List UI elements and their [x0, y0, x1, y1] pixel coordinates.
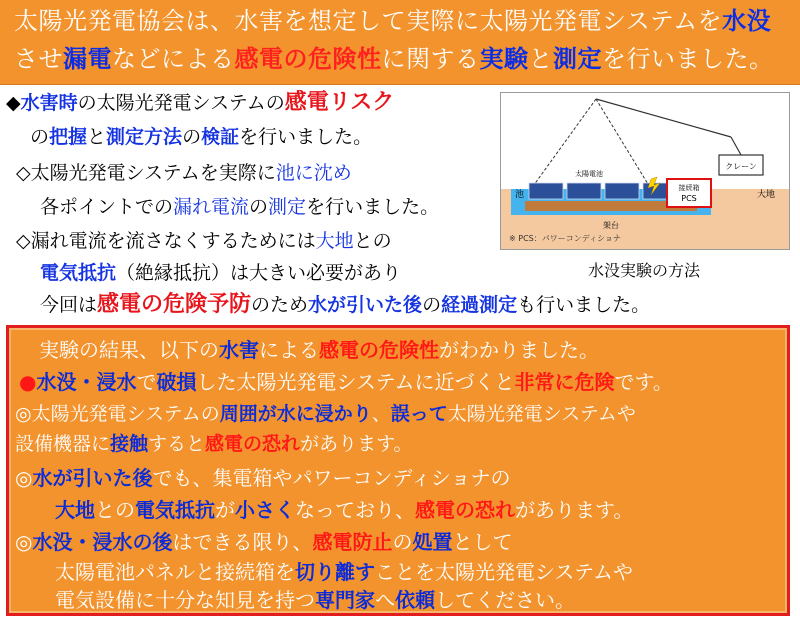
box-label: 接続箱	[678, 184, 700, 192]
text-run: がわかりました。	[439, 338, 599, 362]
result-line-5	[15, 464, 510, 492]
text-run: による	[259, 338, 319, 362]
text-run: 依頼	[395, 588, 435, 612]
pcs-label: PCS	[681, 194, 697, 203]
intro-line-1	[6, 90, 394, 116]
result-line-6	[55, 496, 633, 524]
text-run: 感電の恐れ	[205, 433, 301, 455]
text-run: との	[95, 498, 135, 522]
text-run: 把握	[49, 126, 88, 148]
text-run: 感電の恐れ	[415, 498, 515, 522]
result-line-4	[15, 430, 413, 458]
text-run: の	[30, 126, 50, 148]
text-run: の	[182, 126, 202, 148]
text-run: 測定方法	[106, 126, 183, 148]
text-run: の	[422, 294, 442, 316]
text-run: ことを太陽光発電システムや	[375, 560, 633, 584]
text-run: 非常に危険	[514, 370, 615, 394]
text-run: 電気設備に十分な知見を持つ	[55, 588, 315, 612]
text-run: のため	[251, 294, 309, 316]
submersion-diagram	[500, 92, 790, 250]
result-line-2	[19, 368, 673, 396]
text-run: の太陽光発電システムの	[77, 92, 285, 114]
text-run: ◎	[15, 530, 33, 554]
experiment-illustration	[501, 93, 789, 249]
text-run: の	[392, 530, 413, 554]
text-run: などによる	[112, 45, 235, 73]
text-run: 池に沈め	[275, 162, 352, 184]
results-box	[6, 325, 790, 616]
text-run: すると	[148, 433, 206, 455]
text-run: 実験の結果、以下の	[39, 338, 219, 362]
text-run: と	[528, 45, 553, 73]
text-run: なっており、	[295, 498, 415, 522]
text-run: 太陽光発電システムや	[447, 403, 636, 425]
text-run: 感電リスク	[284, 90, 395, 115]
text-run: 水が引いた後	[308, 294, 423, 316]
text-run: 各ポイントでの	[40, 196, 174, 218]
text-run: ◎	[15, 403, 32, 425]
text-run: として	[452, 530, 513, 554]
text-run: 測定	[553, 45, 602, 73]
text-run: 太陽電池パネルと接続箱を	[55, 560, 295, 584]
intro-line-5	[16, 228, 392, 254]
intro-line-3	[16, 160, 352, 186]
intro-line-6	[40, 260, 401, 286]
text-run: 設備機器に	[15, 433, 111, 455]
text-run: で	[136, 370, 157, 394]
text-run: 水没・浸水の後	[32, 530, 173, 554]
result-line-7	[15, 528, 512, 556]
diagram-caption: 水没実験の方法	[588, 261, 701, 280]
text-run: させ	[14, 45, 63, 73]
text-run: 今回は	[40, 294, 98, 316]
intro-line-4	[40, 194, 439, 220]
text-run: 太陽光発電システムの	[31, 403, 220, 425]
text-run: を行いました。	[239, 126, 373, 148]
text-run: 切り離す	[295, 560, 375, 584]
text-run: ◇漏れ電流を流さなくするためには	[16, 230, 316, 252]
text-run: 感電の危険性	[234, 45, 382, 73]
text-run: を行いました。	[306, 196, 440, 218]
text-run: ◆	[6, 92, 21, 114]
header-banner	[0, 0, 800, 85]
text-run: 大地	[315, 230, 354, 252]
text-run: してください。	[435, 588, 575, 612]
text-run: 検証	[201, 126, 240, 148]
header-line-2	[14, 44, 774, 74]
panel-label: 太陽電池	[575, 170, 603, 178]
text-run: 水害	[219, 338, 259, 362]
text-run: はできる限り、	[172, 530, 313, 554]
text-run: ●	[19, 370, 37, 394]
text-run: 実験	[479, 45, 529, 73]
text-run: です。	[614, 370, 673, 394]
text-run: 小さく	[235, 498, 295, 522]
text-run: があります。	[515, 498, 634, 522]
text-run: 水が引いた後	[32, 466, 153, 490]
text-run: 漏れ電流	[173, 196, 250, 218]
text-run: と	[87, 126, 107, 148]
text-run: 感電の危険性	[319, 338, 439, 362]
text-run: 測定	[268, 196, 307, 218]
text-run: 周囲が水に浸かり	[219, 403, 372, 425]
text-run: を行いました。	[602, 45, 774, 73]
text-run: 処置	[412, 530, 453, 554]
text-run: 電気抵抗	[40, 262, 117, 284]
text-run: 破損	[156, 370, 197, 394]
result-line-9	[55, 586, 575, 614]
text-run: ◇太陽光発電システムを実際に	[16, 162, 276, 184]
text-run: 感電の危険予防	[97, 292, 252, 317]
text-run: が	[215, 498, 235, 522]
ground-label: 大地	[757, 190, 776, 200]
pond-label: 池	[515, 190, 525, 200]
text-run: した太陽光発電システムに近づくと	[196, 370, 515, 394]
text-run: との	[353, 230, 392, 252]
text-run: も行いました。	[517, 294, 651, 316]
stand-label: 架台	[603, 221, 619, 230]
text-run: 水没	[722, 7, 772, 35]
result-line-8	[55, 558, 633, 586]
text-run: （絶縁抵抗）は大きい必要があり	[116, 262, 402, 284]
text-run: 電気抵抗	[135, 498, 215, 522]
header-line-1	[14, 6, 771, 36]
intro-line-7	[40, 292, 650, 318]
text-run: 、	[371, 403, 391, 425]
text-run: 専門家	[315, 588, 375, 612]
text-run: 誤って	[390, 403, 448, 425]
text-run: 水害時	[20, 92, 78, 114]
pcs-note: ※ PCS：パワーコンディショナ	[509, 234, 621, 243]
text-run: 感電防止	[312, 530, 393, 554]
result-line-3	[15, 400, 636, 428]
text-run: ◎	[15, 466, 33, 490]
text-run: に関する	[381, 45, 480, 73]
text-run: でも、集電箱やパワーコンディショナの	[152, 466, 511, 490]
text-run: 太陽光発電協会は、水害を想定して実際に太陽光発電システムを	[14, 7, 723, 35]
text-run: があります。	[300, 433, 413, 455]
text-run: 漏電	[63, 45, 112, 73]
crane-label: クレーン	[725, 162, 757, 171]
text-run: の	[249, 196, 269, 218]
text-run: 経過測定	[441, 294, 518, 316]
text-run: 接触	[110, 433, 149, 455]
result-line-1	[39, 336, 599, 364]
text-run: へ	[375, 588, 395, 612]
intro-line-2	[30, 124, 372, 150]
text-run: 水没・浸水	[36, 370, 137, 394]
text-run: 大地	[55, 498, 95, 522]
